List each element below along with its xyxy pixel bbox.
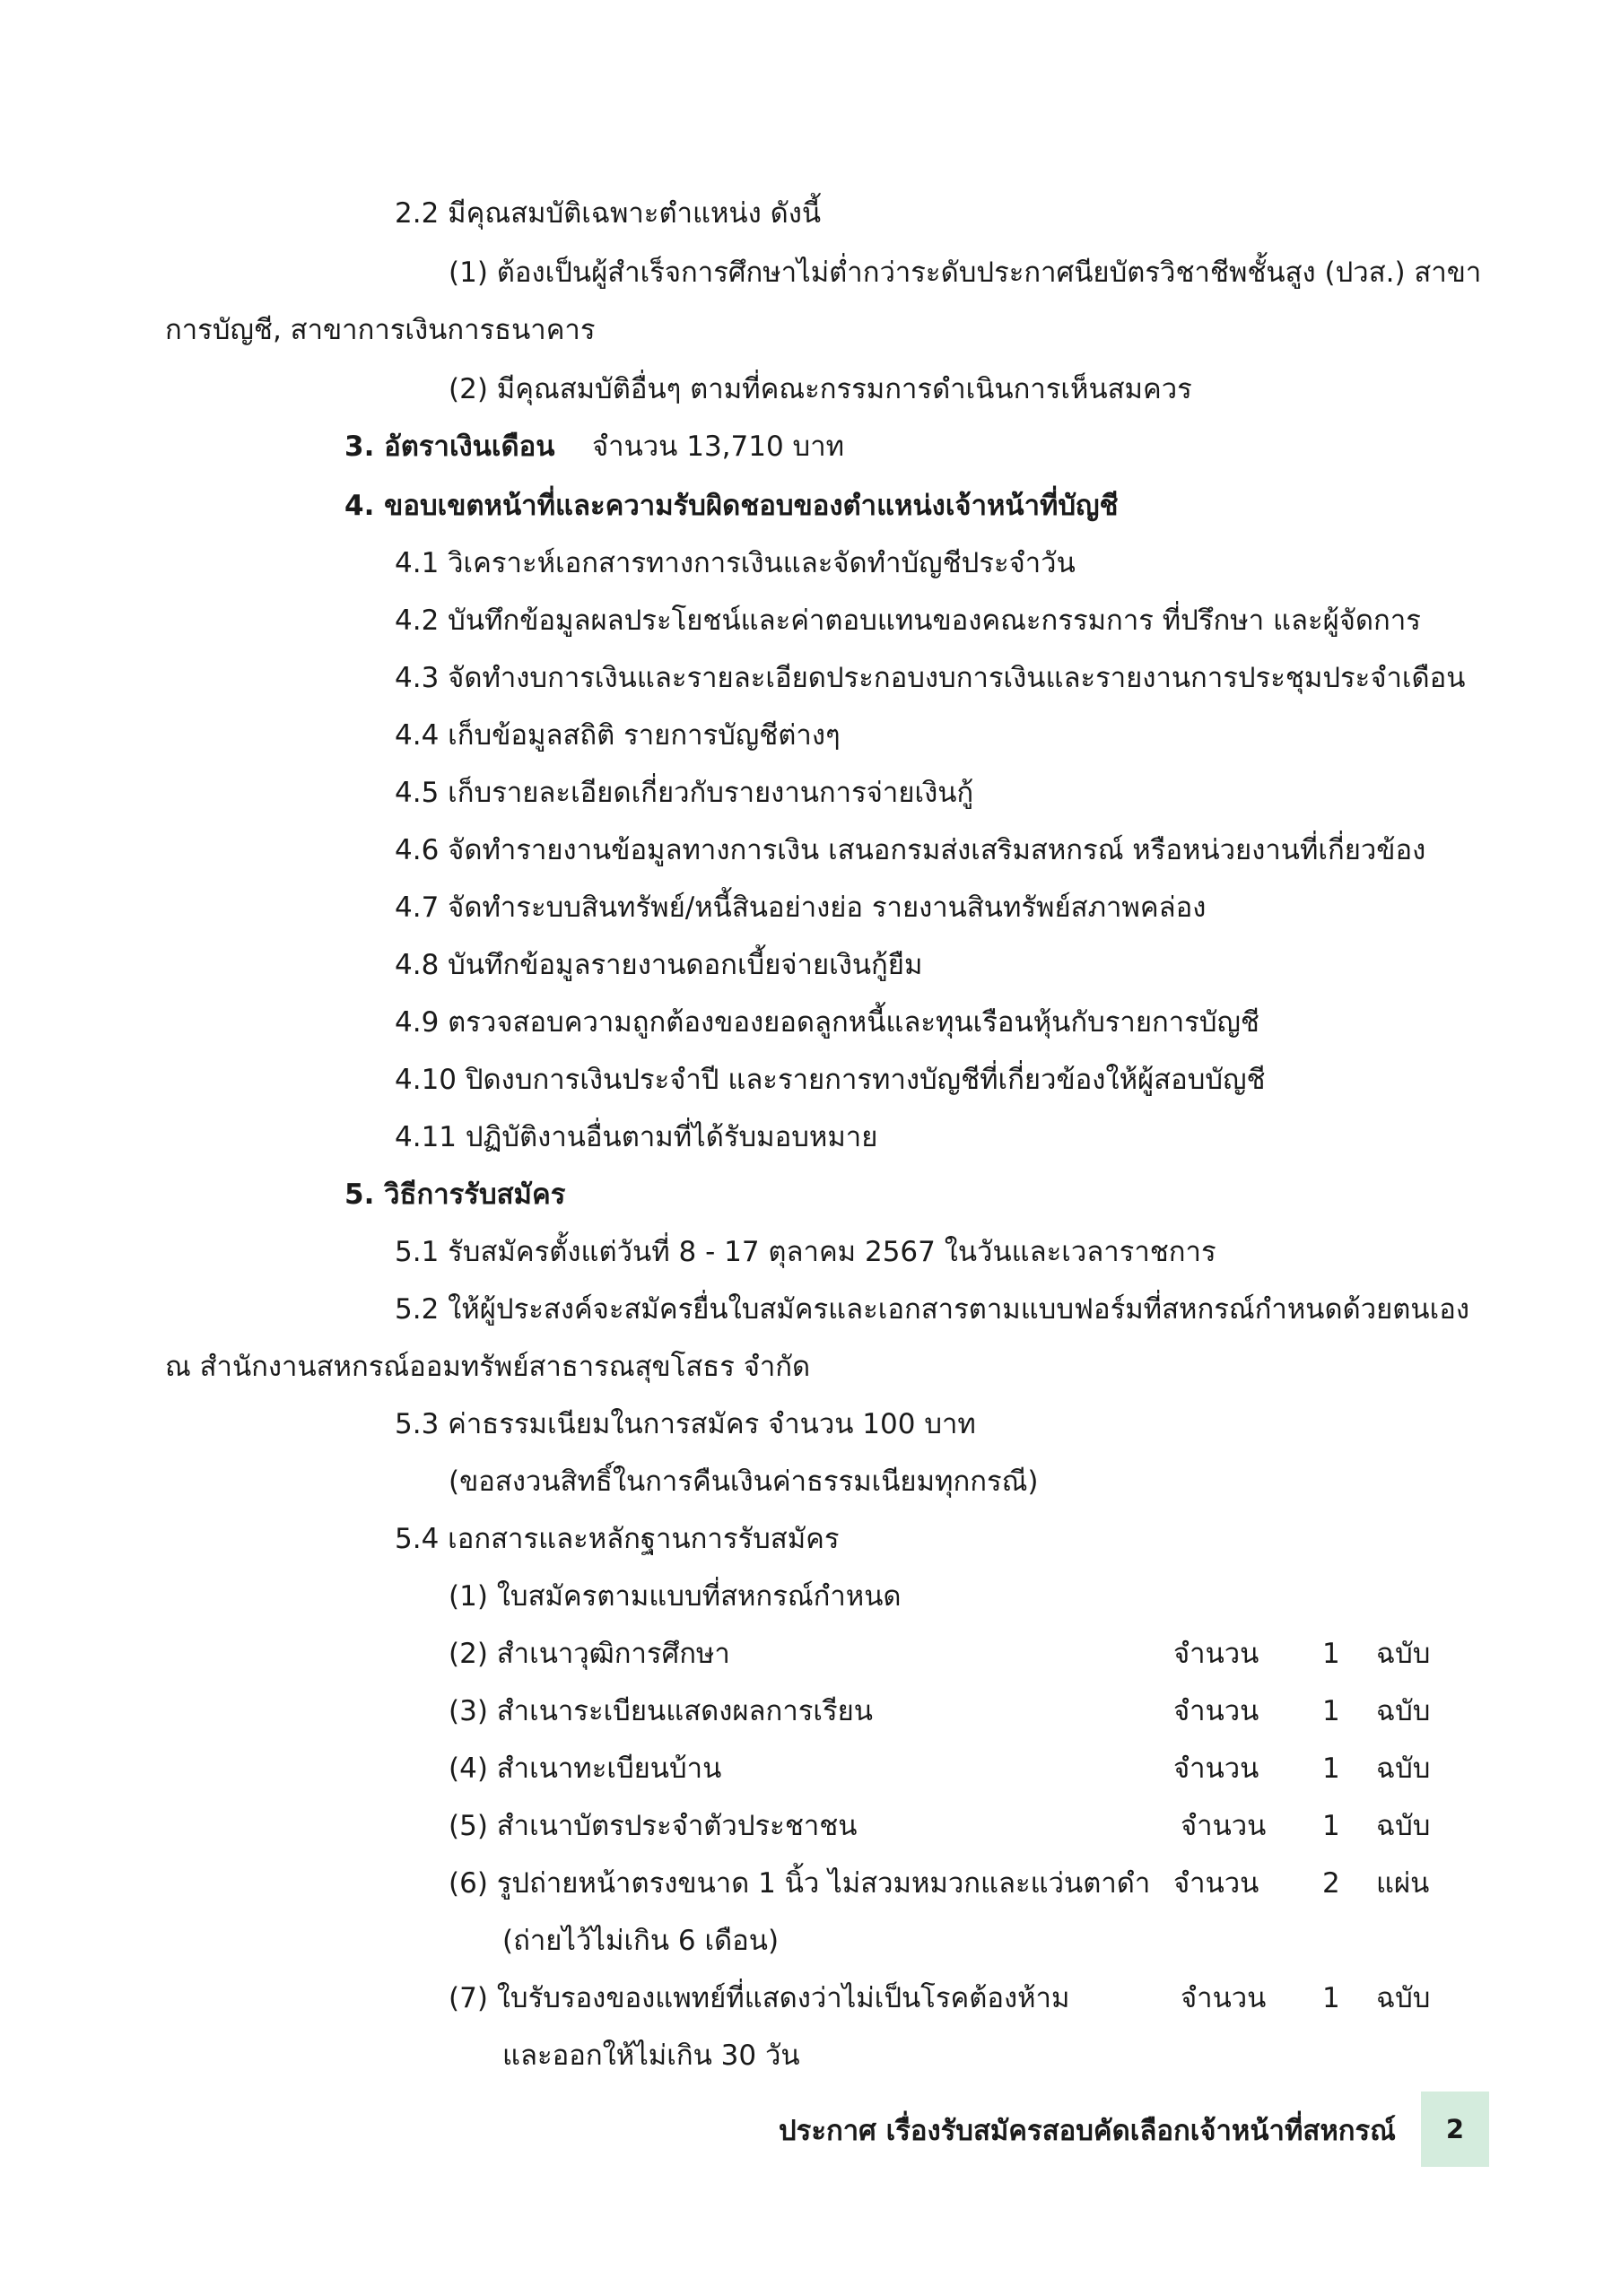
qty-unit: ฉบับ [1376, 1638, 1431, 1670]
qty-value: 1 [1322, 1810, 1340, 1842]
duty-item: 4.10 ปิดงบการเงินประจำปี และรายการทางบัญชีที่เกี่ยวข้องให้ผู้สอบบัญชี [395, 1064, 1266, 1096]
qty-label: จำนวน [1181, 1810, 1267, 1842]
qty-label: จำนวน [1181, 1982, 1267, 2014]
section-4-heading: 4. ขอบเขตหน้าที่และความรับผิดชอบของตำแหน่งเจ้าหน้าที่บัญชี [344, 490, 1119, 522]
section-2-2-item-2: (2) มีคุณสมบัติอื่นๆ ตามที่คณะกรรมการดำเนินการเห็นสมควร [449, 373, 1192, 405]
duty-item: 4.3 จัดทำงบการเงินและรายละเอียดประกอบงบการเงินและรายงานการประชุมประจำเดือน [395, 662, 1466, 694]
fee-note: (ขอสงวนสิทธิ์ในการคืนเงินค่าธรรมเนียมทุกกรณี) [449, 1465, 1039, 1498]
section-2-2-title: 2.2 มีคุณสมบัติเฉพาะตำแหน่ง ดังนี้ [395, 197, 822, 230]
document-item: (1) ใบสมัครตามแบบที่สหกรณ์กำหนด [449, 1580, 902, 1613]
qty-unit: แผ่น [1376, 1867, 1430, 1900]
application-method: 5.2 ให้ผู้ประสงค์จะสมัครยื่นใบสมัครและเอกสารตามแบบฟอร์มที่สหกรณ์กำหนดด้วยตนเอง [395, 1293, 1469, 1326]
application-fee: 5.3 ค่าธรรมเนียมในการสมัคร จำนวน 100 บาท [395, 1408, 976, 1440]
duty-item: 4.6 จัดทำรายงานข้อมูลทางการเงิน เสนอกรมส่งเสริมสหกรณ์ หรือหน่วยงานที่เกี่ยวข้อง [395, 834, 1426, 866]
qty-value: 2 [1322, 1867, 1340, 1900]
qty-unit: ฉบับ [1376, 1695, 1431, 1727]
duty-item: 4.7 จัดทำระบบสินทรัพย์/หนี้สินอย่างย่อ รายงานสินทรัพย์สภาพคล่อง [395, 891, 1207, 924]
document-item: (5) สำเนาบัตรประจำตัวประชาชน [449, 1810, 858, 1842]
duty-item: 4.2 บันทึกข้อมูลผลประโยชน์และค่าตอบแทนของคณะกรรมการ ที่ปรึกษา และผู้จัดการ [395, 604, 1421, 637]
qty-unit: ฉบับ [1376, 1752, 1431, 1785]
section-2-2-item-1: (1) ต้องเป็นผู้สำเร็จการศึกษาไม่ต่ำกว่าระดับประกาศนียบัตรวิชาชีพชั้นสูง (ปวส.) สาขา [449, 257, 1482, 289]
document-item: (2) สำเนาวุฒิการศึกษา [449, 1638, 730, 1670]
qty-value: 1 [1322, 1752, 1340, 1785]
qty-value: 1 [1322, 1638, 1340, 1670]
duty-item: 4.11 ปฏิบัติงานอื่นตามที่ได้รับมอบหมาย [395, 1121, 878, 1153]
qty-value: 1 [1322, 1982, 1340, 2014]
qty-label: จำนวน [1173, 1638, 1259, 1670]
application-location: ณ สำนักงานสหกรณ์ออมทรัพย์สาธารณสุขโสธร จำกัด [165, 1351, 811, 1383]
qty-label: จำนวน [1173, 1752, 1259, 1785]
section-2-2-item-1-cont: การบัญชี, สาขาการเงินการธนาคาร [165, 314, 596, 346]
document-item: (3) สำเนาระเบียนแสดงผลการเรียน [449, 1695, 873, 1727]
qty-label: จำนวน [1173, 1695, 1259, 1727]
duty-item: 4.4 เก็บข้อมูลสถิติ รายการบัญชีต่างๆ [395, 719, 841, 752]
duty-item: 4.9 ตรวจสอบความถูกต้องของยอดลูกหนี้และทุนเรือนหุ้นกับรายการบัญชี [395, 1006, 1259, 1039]
qty-label: จำนวน [1173, 1867, 1259, 1900]
duty-item: 4.5 เก็บรายละเอียดเกี่ยวกับรายงานการจ่ายเงินกู้ [395, 777, 974, 809]
qty-unit: ฉบับ [1376, 1810, 1431, 1842]
document-note: และออกให้ไม่เกิน 30 วัน [502, 2039, 800, 2072]
salary-text: จำนวน 13,710 บาท [592, 430, 845, 463]
duty-item: 4.8 บันทึกข้อมูลรายงานดอกเบี้ยจ่ายเงินกู้ยืม [395, 949, 923, 981]
section-5-heading: 5. วิธีการรับสมัคร [344, 1178, 566, 1211]
document-item: (4) สำเนาทะเบียนบ้าน [449, 1752, 722, 1785]
document-note: (ถ่ายไว้ไม่เกิน 6 เดือน) [502, 1925, 780, 1957]
qty-unit: ฉบับ [1376, 1982, 1431, 2014]
page-number-badge: 2 [1421, 2092, 1489, 2167]
document-item: (6) รูปถ่ายหน้าตรงขนาด 1 นิ้ว ไม่สวมหมวกและแว่นตาดำ [449, 1867, 1151, 1900]
section-3-heading: 3. อัตราเงินเดือน [344, 430, 555, 463]
documents-heading: 5.4 เอกสารและหลักฐานการรับสมัคร [395, 1523, 840, 1555]
duty-item: 4.1 วิเคราะห์เอกสารทางการเงินและจัดทำบัญชีประจำวัน [395, 547, 1076, 579]
document-item: (7) ใบรับรองของแพทย์ที่แสดงว่าไม่เป็นโรคต้องห้าม [449, 1982, 1070, 2014]
application-period: 5.1 รับสมัครตั้งแต่วันที่ 8 - 17 ตุลาคม 2567 ในวันและเวลาราชการ [395, 1236, 1216, 1268]
footer-title: ประกาศ เรื่องรับสมัครสอบคัดเลือกเจ้าหน้าที่สหกรณ์ [779, 2115, 1396, 2147]
qty-value: 1 [1322, 1695, 1340, 1727]
